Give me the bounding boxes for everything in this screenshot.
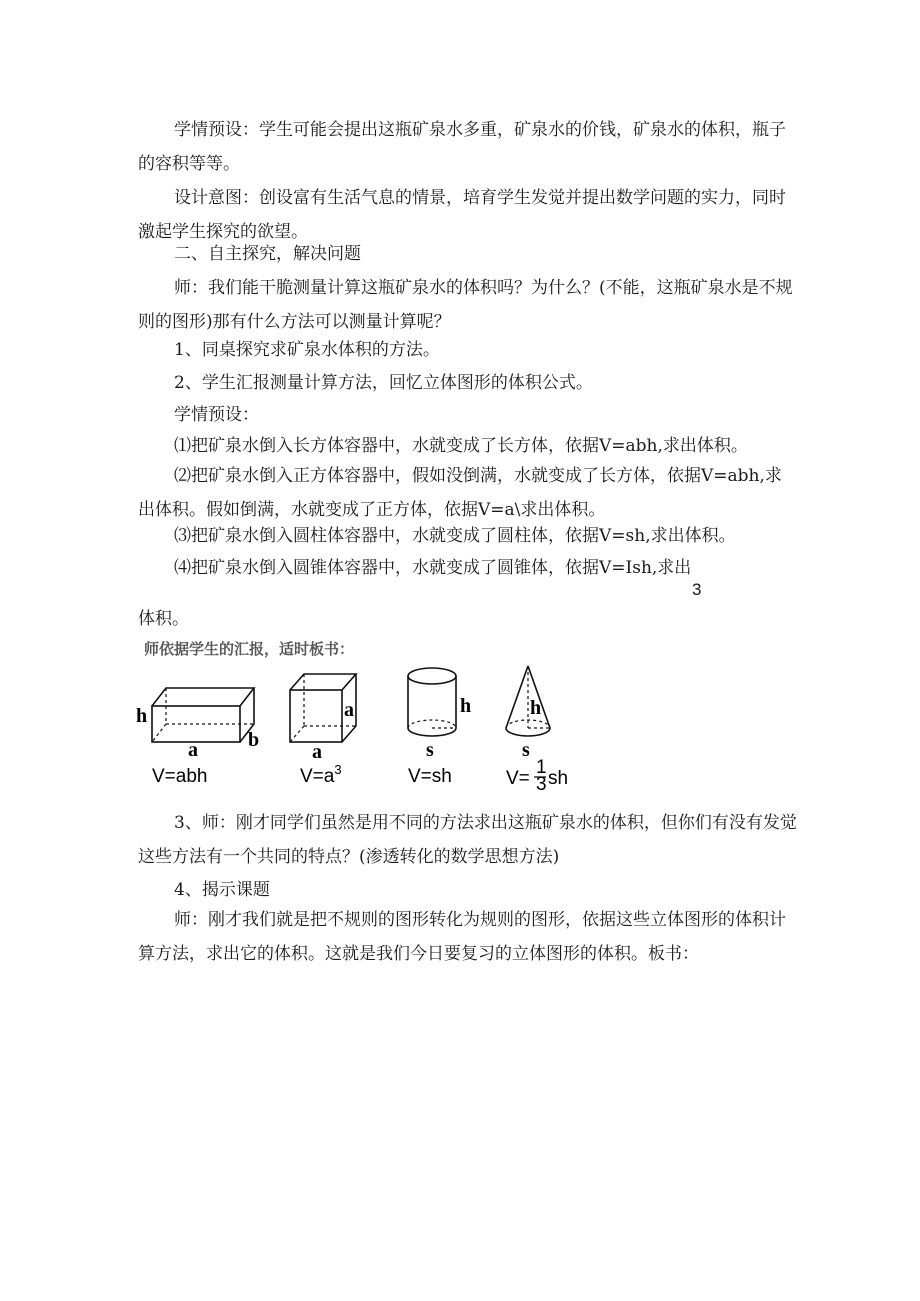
cube-bottom-label: a (312, 741, 322, 763)
cone-formula-suffix: sh (548, 768, 569, 789)
cylinder-shape (408, 668, 456, 736)
cube-formula (300, 762, 342, 787)
cylinder-formula: V=sh (408, 766, 452, 787)
paragraph-design-intent: 设计意图：创设富有生活气息的情景，培育学生发觉并提出数学问题的实力，同时激起学生探究的欲望。 (138, 188, 786, 242)
cuboid-shape (152, 688, 254, 742)
volume-formulas-figure (134, 632, 594, 802)
step-2: 2、学生汇报测量计算方法，回忆立体图形的体积公式。 (174, 373, 593, 393)
cone-shape (506, 666, 550, 736)
preset-item-1: ⑴把矿泉水倒入长方体容器中，水就变成了长方体，依据V=abh,求出体积。 (174, 436, 748, 456)
paragraph-common-feature: 3、师：刚才同学们虽然是用不同的方法求出这瓶矿泉水的体积，但你们有没有发觉这些方法有一个共同的特点？(渗透转化的数学思想方法) (138, 813, 797, 867)
cone-height-label: h (530, 697, 542, 719)
cube-formula-exponent: 3 (334, 762, 342, 777)
preset-item-4: ⑷把矿泉水倒入圆锥体容器中，水就变成了圆锥体，依据V=Ish,求出 (174, 558, 692, 578)
learning-preset-label: 学情预设： (174, 405, 259, 425)
cone-fraction-numerator: 1 (536, 757, 547, 778)
section-heading: 二、自主探究，解决问题 (174, 244, 361, 264)
cuboid-length-label: a (188, 739, 198, 761)
cylinder-base-label: s (426, 739, 434, 761)
paragraph-conclusion: 师：刚才我们就是把不规则的图形转化为规则的图形，依据这些立体图形的体积计算方法，求出它的体积。这就是我们今日要复习的立体图形的体积。板书： (138, 910, 786, 964)
cube-formula-base: V=a (300, 766, 335, 787)
cone-base-label: s (522, 739, 530, 761)
step-4: 4、揭示课题 (174, 880, 270, 900)
preset-item-2: ⑵把矿泉水倒入正方体容器中，假如没倒满，水就变成了长方体，依据V=abh,求出体积。假如倒满，水就变成了正方体，依据V=a\求出体积。 (138, 466, 782, 520)
paragraph-learning-preset: 学情预设：学生可能会提出这瓶矿泉水多重，矿泉水的价钱，矿泉水的体积，瓶子的容积等等。 (138, 120, 786, 174)
cuboid-height-label: h (136, 705, 148, 727)
cuboid-formula: V=abh (152, 766, 208, 787)
step-1: 1、同桌探究求矿泉水体积的方法。 (174, 340, 440, 360)
solids-illustration (134, 632, 594, 802)
cone-fraction-denominator: 3 (536, 774, 547, 795)
paragraph-teacher-question: 师：我们能干脆测量计算这瓶矿泉水的体积吗？为什么？(不能，这瓶矿泉水是不规则的图形)那有什么方法可以测量计算呢？ (138, 278, 793, 332)
preset-item-4-continued: 体积。 (138, 609, 189, 629)
fraction-denominator-note: 3 (692, 580, 702, 599)
cylinder-height-label: h (460, 695, 472, 717)
cone-formula-prefix: V= (506, 768, 530, 789)
cube-side-label: a (344, 699, 354, 721)
preset-item-3: ⑶把矿泉水倒入圆柱体容器中，水就变成了圆柱体，依据V=sh,求出体积。 (174, 526, 736, 546)
cuboid-width-label: b (248, 729, 260, 751)
figure-caption: 师依据学生的汇报，适时板书： (144, 640, 355, 658)
